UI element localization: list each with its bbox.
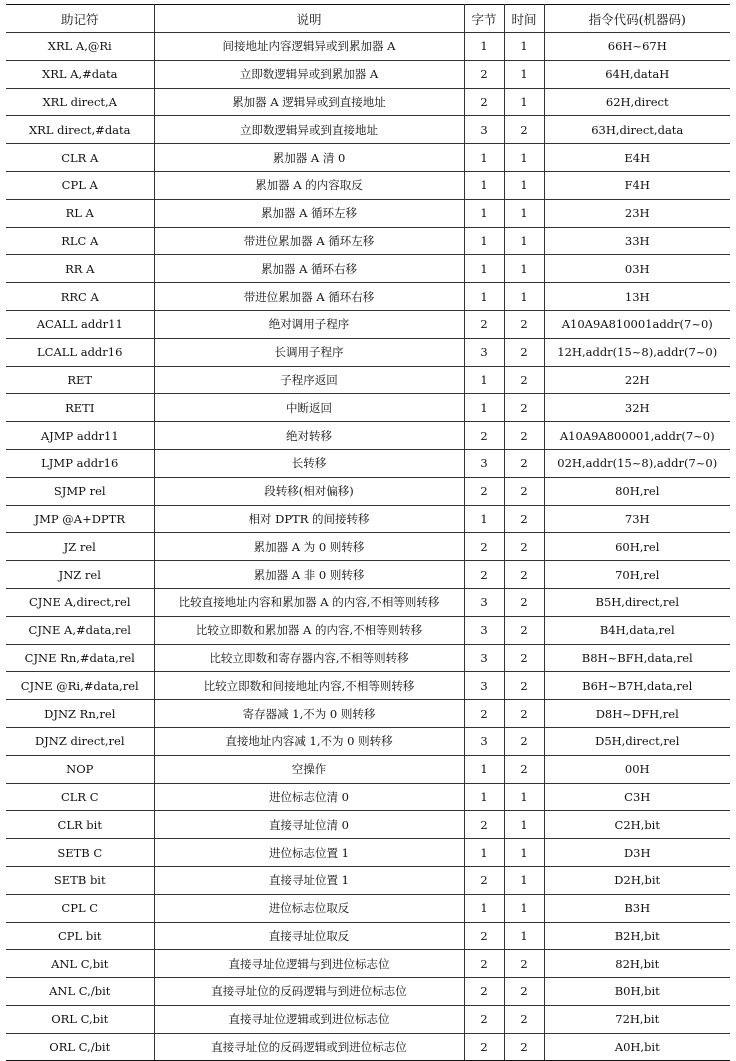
cell-description: 立即数逻辑异或到直接地址: [154, 116, 464, 144]
cell-bytes: 2: [464, 700, 504, 728]
table-row: [6, 811, 730, 839]
cell-opcode: D5H,direct,rel: [544, 727, 730, 755]
cell-mnemonic: JMP @A+DPTR: [6, 505, 154, 533]
table-row: [6, 60, 730, 88]
table-row: [6, 477, 730, 505]
cell-cycles: 1: [504, 171, 544, 199]
table-row: [6, 255, 730, 283]
cell-bytes: 2: [464, 1033, 504, 1061]
cell-mnemonic: ORL C,/bit: [6, 1033, 154, 1061]
cell-mnemonic: RET: [6, 366, 154, 394]
table-row: [6, 144, 730, 172]
cell-cycles: 2: [504, 394, 544, 422]
cell-opcode: E4H: [544, 144, 730, 172]
cell-bytes: 1: [464, 33, 504, 61]
cell-mnemonic: SETB C: [6, 839, 154, 867]
cell-description: 直接寻址位的反码逻辑或到进位标志位: [154, 1033, 464, 1061]
header-cycles: 时间: [504, 5, 544, 33]
cell-description: 累加器 A 的内容取反: [154, 171, 464, 199]
cell-mnemonic: LCALL addr16: [6, 338, 154, 366]
cell-cycles: 2: [504, 310, 544, 338]
cell-cycles: 2: [504, 1033, 544, 1061]
cell-mnemonic: CPL A: [6, 171, 154, 199]
cell-cycles: 2: [504, 1005, 544, 1033]
cell-opcode: 13H: [544, 283, 730, 311]
cell-opcode: B6H~B7H,data,rel: [544, 672, 730, 700]
cell-description: 段转移(相对偏移): [154, 477, 464, 505]
table-row: [6, 672, 730, 700]
cell-cycles: 2: [504, 672, 544, 700]
cell-mnemonic: SJMP rel: [6, 477, 154, 505]
cell-mnemonic: JNZ rel: [6, 561, 154, 589]
cell-description: 累加器 A 为 0 则转移: [154, 533, 464, 561]
cell-bytes: 2: [464, 533, 504, 561]
cell-opcode: B3H: [544, 894, 730, 922]
cell-description: 间接地址内容逻辑异或到累加器 A: [154, 33, 464, 61]
cell-opcode: A0H,bit: [544, 1033, 730, 1061]
table-row: [6, 839, 730, 867]
header-bytes: 字节: [464, 5, 504, 33]
cell-mnemonic: ORL C,bit: [6, 1005, 154, 1033]
cell-description: 带进位累加器 A 循环右移: [154, 283, 464, 311]
cell-description: 累加器 A 循环右移: [154, 255, 464, 283]
cell-bytes: 1: [464, 894, 504, 922]
cell-opcode: 60H,rel: [544, 533, 730, 561]
cell-opcode: B8H~BFH,data,rel: [544, 644, 730, 672]
cell-description: 绝对转移: [154, 422, 464, 450]
cell-description: 累加器 A 循环左移: [154, 199, 464, 227]
cell-cycles: 2: [504, 338, 544, 366]
cell-bytes: 2: [464, 1005, 504, 1033]
cell-description: 直接寻址位取反: [154, 922, 464, 950]
cell-cycles: 2: [504, 477, 544, 505]
cell-cycles: 2: [504, 561, 544, 589]
cell-bytes: 2: [464, 978, 504, 1006]
cell-bytes: 1: [464, 505, 504, 533]
cell-bytes: 3: [464, 588, 504, 616]
cell-description: 直接寻址位的反码逻辑与到进位标志位: [154, 978, 464, 1006]
table-row: [6, 422, 730, 450]
cell-opcode: 82H,bit: [544, 950, 730, 978]
header-mnemonic: 助记符: [6, 5, 154, 33]
cell-description: 累加器 A 清 0: [154, 144, 464, 172]
cell-bytes: 1: [464, 171, 504, 199]
cell-mnemonic: CPL bit: [6, 922, 154, 950]
cell-opcode: F4H: [544, 171, 730, 199]
cell-cycles: 1: [504, 811, 544, 839]
cell-cycles: 1: [504, 255, 544, 283]
cell-cycles: 2: [504, 755, 544, 783]
cell-bytes: 2: [464, 922, 504, 950]
cell-opcode: A10A9A800001,addr(7~0): [544, 422, 730, 450]
cell-bytes: 3: [464, 727, 504, 755]
cell-description: 进位标志位置 1: [154, 839, 464, 867]
cell-opcode: 00H: [544, 755, 730, 783]
cell-mnemonic: SETB bit: [6, 866, 154, 894]
cell-cycles: 1: [504, 33, 544, 61]
table-row: [6, 116, 730, 144]
cell-description: 直接寻址位逻辑与到进位标志位: [154, 950, 464, 978]
cell-cycles: 2: [504, 533, 544, 561]
cell-bytes: 2: [464, 88, 504, 116]
cell-mnemonic: ANL C,bit: [6, 950, 154, 978]
table-row: [6, 616, 730, 644]
cell-opcode: D2H,bit: [544, 866, 730, 894]
cell-mnemonic: RLC A: [6, 227, 154, 255]
cell-bytes: 1: [464, 394, 504, 422]
cell-bytes: 2: [464, 561, 504, 589]
table-row: [6, 505, 730, 533]
cell-mnemonic: RL A: [6, 199, 154, 227]
cell-cycles: 1: [504, 922, 544, 950]
cell-opcode: 62H,direct: [544, 88, 730, 116]
cell-description: 直接地址内容减 1,不为 0 则转移: [154, 727, 464, 755]
cell-description: 立即数逻辑异或到累加器 A: [154, 60, 464, 88]
cell-opcode: 22H: [544, 366, 730, 394]
cell-description: 比较立即数和寄存器内容,不相等则转移: [154, 644, 464, 672]
table-row: [6, 1005, 730, 1033]
cell-cycles: 1: [504, 283, 544, 311]
cell-mnemonic: XRL A,#data: [6, 60, 154, 88]
instruction-table: [6, 4, 730, 1061]
cell-opcode: 70H,rel: [544, 561, 730, 589]
table-row: [6, 310, 730, 338]
cell-opcode: B2H,bit: [544, 922, 730, 950]
cell-opcode: 72H,bit: [544, 1005, 730, 1033]
cell-description: 比较立即数和间接地址内容,不相等则转移: [154, 672, 464, 700]
cell-bytes: 3: [464, 338, 504, 366]
cell-description: 寄存器减 1,不为 0 则转移: [154, 700, 464, 728]
cell-cycles: 2: [504, 700, 544, 728]
cell-cycles: 1: [504, 866, 544, 894]
cell-description: 进位标志位清 0: [154, 783, 464, 811]
cell-mnemonic: AJMP addr11: [6, 422, 154, 450]
cell-description: 累加器 A 逻辑异或到直接地址: [154, 88, 464, 116]
table-row: [6, 922, 730, 950]
cell-cycles: 2: [504, 366, 544, 394]
cell-mnemonic: XRL A,@Ri: [6, 33, 154, 61]
cell-opcode: 23H: [544, 199, 730, 227]
cell-mnemonic: CJNE Rn,#data,rel: [6, 644, 154, 672]
cell-bytes: 1: [464, 755, 504, 783]
cell-bytes: 3: [464, 116, 504, 144]
table-row: [6, 561, 730, 589]
cell-description: 长调用子程序: [154, 338, 464, 366]
table-row: [6, 199, 730, 227]
header-opcode: 指令代码(机器码): [544, 5, 730, 33]
cell-bytes: 3: [464, 644, 504, 672]
cell-opcode: A10A9A810001addr(7~0): [544, 310, 730, 338]
cell-cycles: 2: [504, 422, 544, 450]
cell-mnemonic: JZ rel: [6, 533, 154, 561]
cell-cycles: 2: [504, 978, 544, 1006]
cell-cycles: 1: [504, 227, 544, 255]
cell-mnemonic: LJMP addr16: [6, 449, 154, 477]
cell-opcode: 33H: [544, 227, 730, 255]
cell-opcode: 03H: [544, 255, 730, 283]
table-row: [6, 783, 730, 811]
cell-mnemonic: XRL direct,#data: [6, 116, 154, 144]
cell-mnemonic: RETI: [6, 394, 154, 422]
cell-mnemonic: DJNZ direct,rel: [6, 727, 154, 755]
table-row: [6, 866, 730, 894]
cell-opcode: D8H~DFH,rel: [544, 700, 730, 728]
cell-mnemonic: CLR bit: [6, 811, 154, 839]
cell-bytes: 2: [464, 310, 504, 338]
cell-opcode: 80H,rel: [544, 477, 730, 505]
cell-bytes: 2: [464, 60, 504, 88]
cell-mnemonic: DJNZ Rn,rel: [6, 700, 154, 728]
cell-mnemonic: CJNE @Ri,#data,rel: [6, 672, 154, 700]
cell-mnemonic: RRC A: [6, 283, 154, 311]
cell-description: 空操作: [154, 755, 464, 783]
cell-bytes: 2: [464, 811, 504, 839]
cell-bytes: 1: [464, 366, 504, 394]
cell-opcode: B0H,bit: [544, 978, 730, 1006]
cell-bytes: 3: [464, 672, 504, 700]
cell-description: 累加器 A 非 0 则转移: [154, 561, 464, 589]
cell-cycles: 1: [504, 199, 544, 227]
table-row: [6, 88, 730, 116]
table-row: [6, 755, 730, 783]
table-body: [6, 33, 730, 1061]
cell-mnemonic: CLR A: [6, 144, 154, 172]
cell-opcode: C3H: [544, 783, 730, 811]
cell-bytes: 1: [464, 283, 504, 311]
cell-bytes: 2: [464, 422, 504, 450]
cell-description: 带进位累加器 A 循环左移: [154, 227, 464, 255]
cell-cycles: 1: [504, 88, 544, 116]
table-row: [6, 700, 730, 728]
cell-opcode: B4H,data,rel: [544, 616, 730, 644]
cell-description: 比较立即数和累加器 A 的内容,不相等则转移: [154, 616, 464, 644]
cell-mnemonic: CPL C: [6, 894, 154, 922]
cell-bytes: 2: [464, 950, 504, 978]
cell-opcode: D3H: [544, 839, 730, 867]
table-row: [6, 588, 730, 616]
cell-opcode: B5H,direct,rel: [544, 588, 730, 616]
cell-opcode: 02H,addr(15~8),addr(7~0): [544, 449, 730, 477]
table-row: [6, 33, 730, 61]
table-row: [6, 338, 730, 366]
cell-mnemonic: ACALL addr11: [6, 310, 154, 338]
cell-cycles: 2: [504, 616, 544, 644]
cell-cycles: 1: [504, 839, 544, 867]
table-row: [6, 533, 730, 561]
cell-mnemonic: CJNE A,#data,rel: [6, 616, 154, 644]
cell-bytes: 2: [464, 866, 504, 894]
cell-bytes: 1: [464, 144, 504, 172]
cell-description: 中断返回: [154, 394, 464, 422]
cell-description: 绝对调用子程序: [154, 310, 464, 338]
cell-description: 进位标志位取反: [154, 894, 464, 922]
cell-opcode: 73H: [544, 505, 730, 533]
header-description: 说明: [154, 5, 464, 33]
table-header-row: [6, 5, 730, 33]
table-row: [6, 1033, 730, 1061]
cell-opcode: 12H,addr(15~8),addr(7~0): [544, 338, 730, 366]
cell-opcode: 63H,direct,data: [544, 116, 730, 144]
table-row: [6, 449, 730, 477]
cell-cycles: 2: [504, 449, 544, 477]
cell-description: 子程序返回: [154, 366, 464, 394]
cell-mnemonic: XRL direct,A: [6, 88, 154, 116]
cell-bytes: 3: [464, 449, 504, 477]
table-row: [6, 283, 730, 311]
cell-bytes: 1: [464, 783, 504, 811]
cell-cycles: 2: [504, 644, 544, 672]
table-row: [6, 727, 730, 755]
cell-opcode: C2H,bit: [544, 811, 730, 839]
cell-opcode: 32H: [544, 394, 730, 422]
cell-mnemonic: ANL C,/bit: [6, 978, 154, 1006]
table-row: [6, 171, 730, 199]
cell-description: 直接寻址位清 0: [154, 811, 464, 839]
cell-cycles: 2: [504, 588, 544, 616]
table-row: [6, 394, 730, 422]
cell-bytes: 1: [464, 227, 504, 255]
cell-description: 比较直接地址内容和累加器 A 的内容,不相等则转移: [154, 588, 464, 616]
cell-mnemonic: NOP: [6, 755, 154, 783]
table-row: [6, 644, 730, 672]
cell-description: 长转移: [154, 449, 464, 477]
cell-description: 直接寻址位置 1: [154, 866, 464, 894]
cell-opcode: 66H~67H: [544, 33, 730, 61]
cell-cycles: 1: [504, 894, 544, 922]
table-row: [6, 227, 730, 255]
cell-bytes: 1: [464, 839, 504, 867]
cell-mnemonic: RR A: [6, 255, 154, 283]
cell-cycles: 1: [504, 783, 544, 811]
cell-bytes: 1: [464, 255, 504, 283]
cell-cycles: 2: [504, 950, 544, 978]
table-row: [6, 366, 730, 394]
cell-cycles: 2: [504, 505, 544, 533]
cell-bytes: 1: [464, 199, 504, 227]
cell-bytes: 3: [464, 616, 504, 644]
cell-description: 相对 DPTR 的间接转移: [154, 505, 464, 533]
cell-bytes: 2: [464, 477, 504, 505]
cell-cycles: 2: [504, 727, 544, 755]
table-row: [6, 894, 730, 922]
table-row: [6, 978, 730, 1006]
cell-cycles: 1: [504, 60, 544, 88]
cell-mnemonic: CLR C: [6, 783, 154, 811]
cell-opcode: 64H,dataH: [544, 60, 730, 88]
cell-mnemonic: CJNE A,direct,rel: [6, 588, 154, 616]
cell-cycles: 2: [504, 116, 544, 144]
table-row: [6, 950, 730, 978]
cell-cycles: 1: [504, 144, 544, 172]
cell-description: 直接寻址位逻辑或到进位标志位: [154, 1005, 464, 1033]
